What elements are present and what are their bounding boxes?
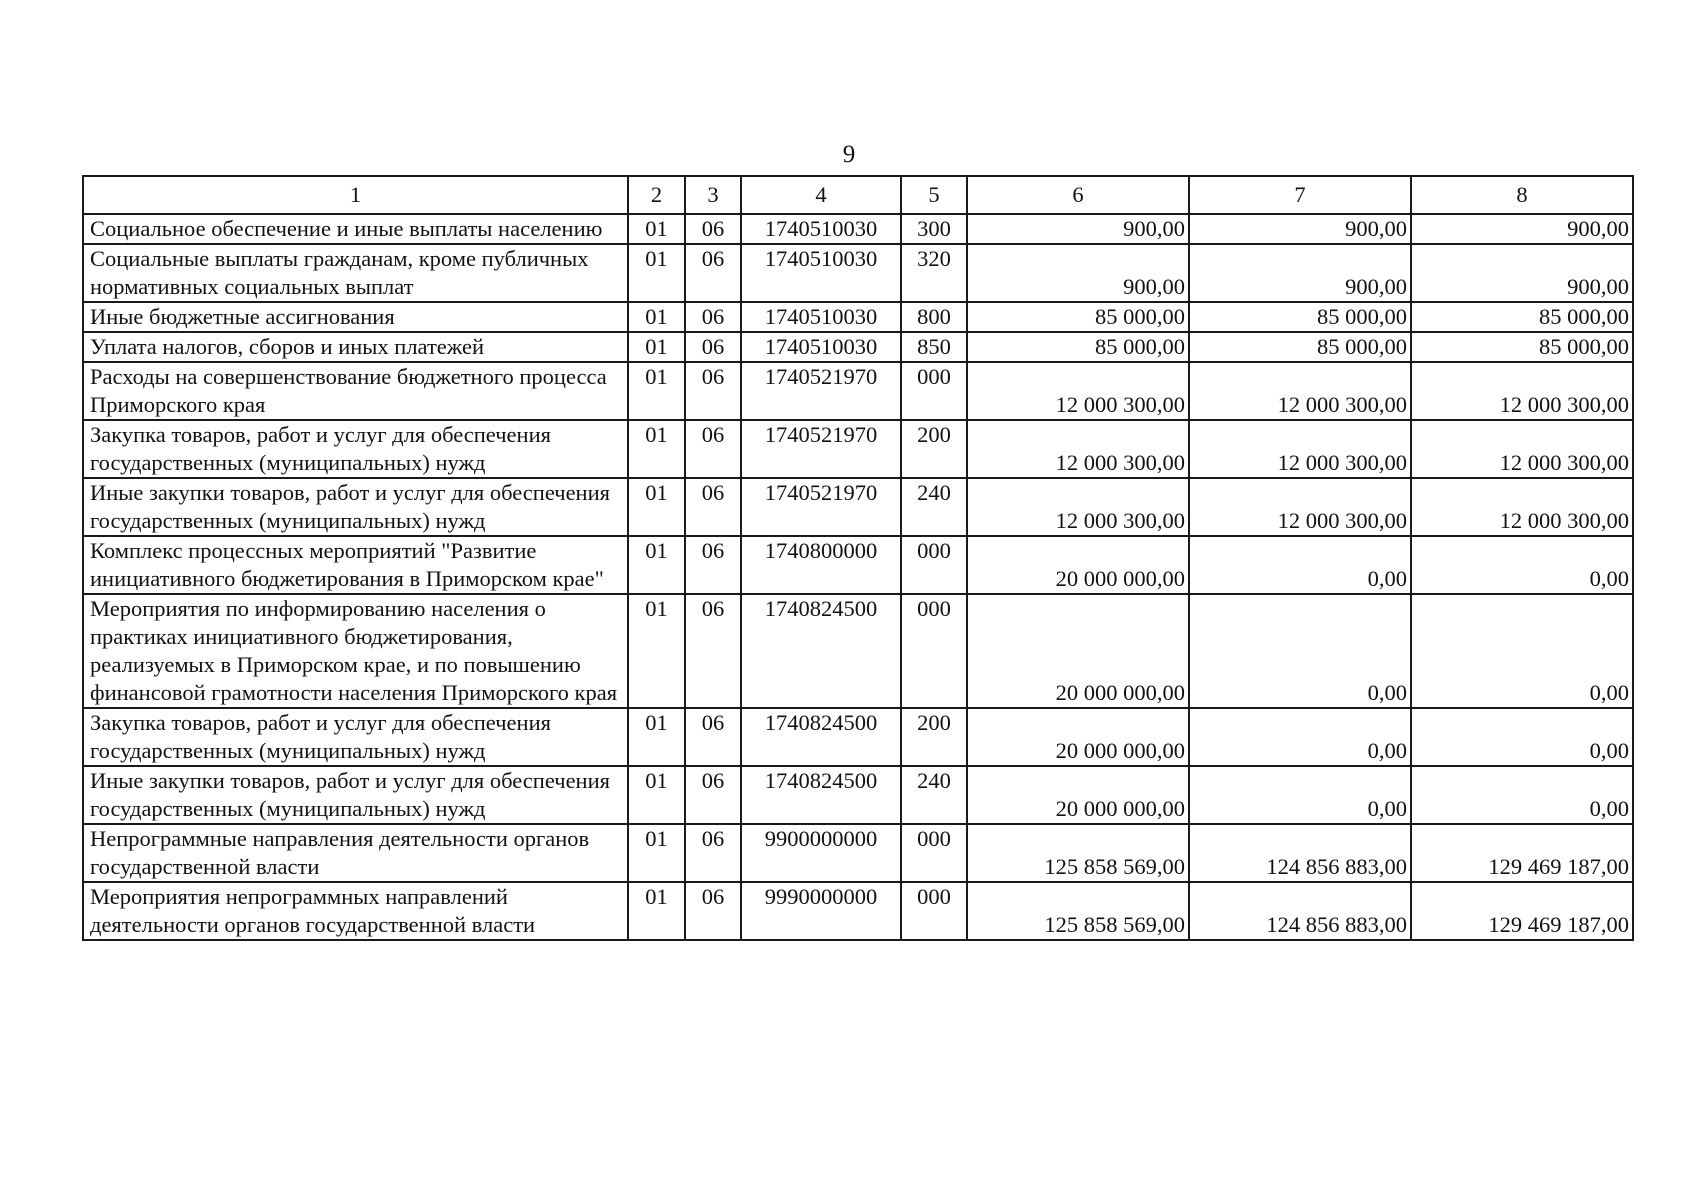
- page-number: 9: [842, 141, 856, 168]
- table-row: [83, 824, 1633, 882]
- table-row: [83, 478, 1633, 536]
- amount-col-8: 12 000 300,00: [1411, 362, 1633, 420]
- amount-col-7: 124 856 883,00: [1189, 882, 1411, 940]
- subsection-code: 06: [685, 824, 741, 882]
- item-name: Непрограммные направления деятельности органов государственной власти: [83, 824, 628, 882]
- amount-col-7: 12 000 300,00: [1189, 362, 1411, 420]
- expense-type-code: 240: [901, 478, 967, 536]
- amount-col-6: 900,00: [967, 244, 1189, 302]
- amount-col-6: 20 000 000,00: [967, 708, 1189, 766]
- section-code: 01: [628, 594, 685, 708]
- subsection-code: 06: [685, 214, 741, 244]
- item-name: Закупка товаров, работ и услуг для обеспечения государственных (муниципальных) нужд: [83, 708, 628, 766]
- section-code: 01: [628, 708, 685, 766]
- section-code: 01: [628, 362, 685, 420]
- expense-type-code: 200: [901, 708, 967, 766]
- header-col-8: 8: [1411, 176, 1633, 214]
- table-row: [83, 594, 1633, 708]
- expense-type-code: 300: [901, 214, 967, 244]
- amount-col-6: 900,00: [967, 214, 1189, 244]
- header-row: [83, 176, 1633, 214]
- item-name: Мероприятия по информированию населения о практиках инициативного бюджетирования, реализуемых в Приморском крае, и по повышению финансовой грамотности населения Приморского края: [83, 594, 628, 708]
- item-name: Расходы на совершенствование бюджетного процесса Приморского края: [83, 362, 628, 420]
- header-col-3: 3: [685, 176, 741, 214]
- target-article-code: 1740521970: [741, 478, 901, 536]
- expense-type-code: 000: [901, 594, 967, 708]
- section-code: 01: [628, 882, 685, 940]
- amount-col-7: 124 856 883,00: [1189, 824, 1411, 882]
- target-article-code: 1740521970: [741, 362, 901, 420]
- amount-col-8: 0,00: [1411, 594, 1633, 708]
- item-name: Уплата налогов, сборов и иных платежей: [83, 332, 628, 362]
- table-row: [83, 244, 1633, 302]
- item-name: Иные бюджетные ассигнования: [83, 302, 628, 332]
- target-article-code: 1740824500: [741, 766, 901, 824]
- header-col-7: 7: [1189, 176, 1411, 214]
- amount-col-7: 85 000,00: [1189, 302, 1411, 332]
- subsection-code: 06: [685, 708, 741, 766]
- amount-col-7: 85 000,00: [1189, 332, 1411, 362]
- amount-col-8: 0,00: [1411, 536, 1633, 594]
- item-name: Социальное обеспечение и иные выплаты населению: [83, 214, 628, 244]
- expense-type-code: 320: [901, 244, 967, 302]
- table-header: [83, 176, 1633, 214]
- expense-type-code: 000: [901, 362, 967, 420]
- amount-col-8: 129 469 187,00: [1411, 824, 1633, 882]
- expense-type-code: 000: [901, 536, 967, 594]
- amount-col-8: 85 000,00: [1411, 302, 1633, 332]
- table-row: [83, 214, 1633, 244]
- amount-col-6: 12 000 300,00: [967, 420, 1189, 478]
- section-code: 01: [628, 766, 685, 824]
- table-body: [83, 214, 1633, 940]
- section-code: 01: [628, 420, 685, 478]
- expense-type-code: 850: [901, 332, 967, 362]
- amount-col-8: 0,00: [1411, 708, 1633, 766]
- amount-col-6: 20 000 000,00: [967, 536, 1189, 594]
- item-name: Комплекс процессных мероприятий "Развитие инициативного бюджетирования в Приморском крае": [83, 536, 628, 594]
- expense-type-code: 240: [901, 766, 967, 824]
- expense-type-code: 800: [901, 302, 967, 332]
- amount-col-6: 20 000 000,00: [967, 594, 1189, 708]
- amount-col-6: 85 000,00: [967, 332, 1189, 362]
- table-row: [83, 332, 1633, 362]
- item-name: Мероприятия непрограммных направлений деятельности органов государственной власти: [83, 882, 628, 940]
- target-article-code: 1740800000: [741, 536, 901, 594]
- amount-col-6: 125 858 569,00: [967, 882, 1189, 940]
- item-name: Иные закупки товаров, работ и услуг для обеспечения государственных (муниципальных) нужд: [83, 766, 628, 824]
- table-row: [83, 302, 1633, 332]
- item-name: Закупка товаров, работ и услуг для обеспечения государственных (муниципальных) нужд: [83, 420, 628, 478]
- header-col-1: 1: [83, 176, 628, 214]
- amount-col-8: 900,00: [1411, 244, 1633, 302]
- subsection-code: 06: [685, 594, 741, 708]
- header-col-5: 5: [901, 176, 967, 214]
- amount-col-7: 0,00: [1189, 536, 1411, 594]
- table-row: [83, 766, 1633, 824]
- table-row: [83, 536, 1633, 594]
- amount-col-7: 0,00: [1189, 708, 1411, 766]
- subsection-code: 06: [685, 244, 741, 302]
- table-row: [83, 882, 1633, 940]
- subsection-code: 06: [685, 478, 741, 536]
- section-code: 01: [628, 302, 685, 332]
- budget-table: [82, 175, 1634, 941]
- amount-col-7: 12 000 300,00: [1189, 478, 1411, 536]
- item-name: Социальные выплаты гражданам, кроме публичных нормативных социальных выплат: [83, 244, 628, 302]
- amount-col-7: 900,00: [1189, 244, 1411, 302]
- amount-col-6: 85 000,00: [967, 302, 1189, 332]
- target-article-code: 1740824500: [741, 594, 901, 708]
- expense-type-code: 000: [901, 882, 967, 940]
- amount-col-7: 0,00: [1189, 766, 1411, 824]
- section-code: 01: [628, 536, 685, 594]
- subsection-code: 06: [685, 882, 741, 940]
- section-code: 01: [628, 478, 685, 536]
- target-article-code: 9990000000: [741, 882, 901, 940]
- amount-col-7: 12 000 300,00: [1189, 420, 1411, 478]
- amount-col-8: 12 000 300,00: [1411, 420, 1633, 478]
- amount-col-8: 129 469 187,00: [1411, 882, 1633, 940]
- section-code: 01: [628, 244, 685, 302]
- amount-col-7: 0,00: [1189, 594, 1411, 708]
- section-code: 01: [628, 824, 685, 882]
- subsection-code: 06: [685, 536, 741, 594]
- table-row: [83, 362, 1633, 420]
- table-row: [83, 420, 1633, 478]
- expense-type-code: 200: [901, 420, 967, 478]
- section-code: 01: [628, 332, 685, 362]
- subsection-code: 06: [685, 332, 741, 362]
- amount-col-7: 900,00: [1189, 214, 1411, 244]
- amount-col-6: 12 000 300,00: [967, 362, 1189, 420]
- table-row: [83, 708, 1633, 766]
- target-article-code: 9900000000: [741, 824, 901, 882]
- section-code: 01: [628, 214, 685, 244]
- header-col-2: 2: [628, 176, 685, 214]
- subsection-code: 06: [685, 362, 741, 420]
- amount-col-8: 0,00: [1411, 766, 1633, 824]
- header-col-6: 6: [967, 176, 1189, 214]
- subsection-code: 06: [685, 302, 741, 332]
- amount-col-6: 20 000 000,00: [967, 766, 1189, 824]
- amount-col-8: 12 000 300,00: [1411, 478, 1633, 536]
- amount-col-8: 85 000,00: [1411, 332, 1633, 362]
- expense-type-code: 000: [901, 824, 967, 882]
- target-article-code: 1740824500: [741, 708, 901, 766]
- target-article-code: 1740521970: [741, 420, 901, 478]
- subsection-code: 06: [685, 766, 741, 824]
- amount-col-8: 900,00: [1411, 214, 1633, 244]
- target-article-code: 1740510030: [741, 302, 901, 332]
- header-col-4: 4: [741, 176, 901, 214]
- target-article-code: 1740510030: [741, 214, 901, 244]
- amount-col-6: 12 000 300,00: [967, 478, 1189, 536]
- target-article-code: 1740510030: [741, 244, 901, 302]
- subsection-code: 06: [685, 420, 741, 478]
- target-article-code: 1740510030: [741, 332, 901, 362]
- amount-col-6: 125 858 569,00: [967, 824, 1189, 882]
- item-name: Иные закупки товаров, работ и услуг для обеспечения государственных (муниципальных) нужд: [83, 478, 628, 536]
